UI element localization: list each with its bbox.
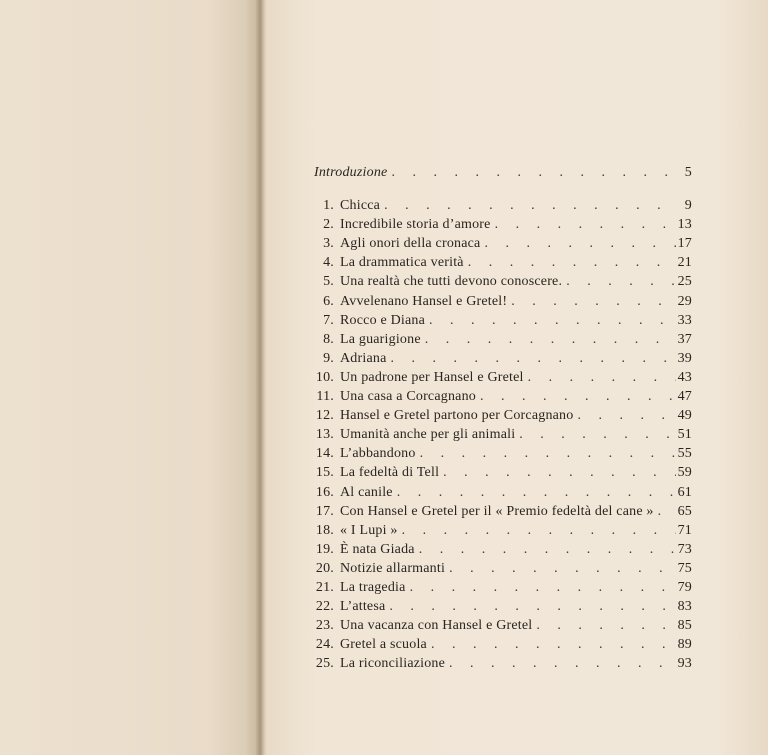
toc-entry-page: 5 (684, 165, 692, 180)
toc-entry-number: 5. (323, 274, 334, 290)
toc-entry-title: « I Lupi » (340, 522, 398, 538)
toc-entry-number: 7. (323, 312, 334, 328)
toc-entry-title: La tragedia (340, 579, 406, 595)
toc-entry-number: 22. (315, 599, 334, 615)
toc-entry-number: 12. (315, 408, 334, 424)
dot-leader (507, 292, 676, 311)
toc-entry (312, 368, 692, 387)
toc-entry (312, 292, 692, 311)
left-page (0, 0, 258, 755)
toc-entry-title: Una realtà che tutti devono conoscere. (340, 274, 563, 290)
toc-entry (312, 253, 692, 272)
toc-entry-title: È nata Giada (340, 541, 415, 557)
toc-entry-number: 8. (323, 331, 334, 347)
dot-leader (445, 559, 676, 578)
toc-entry (312, 521, 692, 540)
toc-entry-title: Introduzione (314, 165, 388, 180)
toc-entry (312, 578, 692, 597)
dot-leader (385, 597, 676, 616)
toc-entry-page: 85 (677, 618, 692, 634)
toc-entry (312, 635, 692, 654)
toc-entry-title: Una casa a Corcagnano (340, 389, 476, 405)
toc-entry-page: 51 (677, 427, 692, 443)
toc-entry-number: 21. (315, 579, 334, 595)
toc-entry-title: Adriana (340, 350, 387, 366)
toc-entry-number: 11. (316, 389, 334, 405)
toc-entry-title: Gretel a scuola (340, 637, 427, 653)
toc-entry-number: 3. (323, 236, 334, 252)
toc-entry-title: La fedeltà di Tell (340, 465, 440, 481)
toc-entry-number: 19. (315, 541, 334, 557)
toc-entry-page: 61 (677, 484, 692, 500)
toc-entry-page: 43 (677, 369, 692, 385)
toc-entry-list (312, 196, 692, 673)
toc-entry-title: Chicca (340, 198, 381, 214)
toc-entry (312, 311, 692, 330)
dot-leader (427, 635, 676, 654)
dot-leader (398, 521, 676, 540)
dot-leader (654, 502, 676, 521)
dot-leader (387, 349, 677, 368)
toc-entry-number: 24. (315, 637, 334, 653)
toc-entry (312, 215, 692, 234)
dot-leader (387, 163, 676, 182)
table-of-contents (312, 163, 692, 673)
toc-entry (312, 349, 692, 368)
toc-entry (312, 540, 692, 559)
toc-entry-number: 1. (323, 198, 334, 214)
toc-entry-number: 20. (315, 560, 334, 576)
toc-entry-number: 13. (315, 427, 334, 443)
toc-entry-page: 65 (677, 503, 692, 519)
toc-entry-introduction (312, 163, 692, 182)
toc-entry-page: 55 (677, 446, 692, 462)
dot-leader (480, 234, 676, 253)
toc-entry-number: 6. (323, 293, 334, 309)
dot-leader (491, 215, 676, 234)
toc-entry (312, 387, 692, 406)
toc-entry-title: Notizie allarmanti (340, 560, 446, 576)
toc-entry (312, 406, 692, 425)
toc-entry-page: 25 (677, 274, 692, 290)
toc-entry-page: 33 (677, 312, 692, 328)
toc-entry-title: Rocco e Diana (340, 312, 426, 328)
dot-leader (562, 272, 676, 291)
toc-entry-number: 9. (323, 350, 334, 366)
dot-leader (445, 654, 676, 673)
toc-entry-page: 29 (677, 293, 692, 309)
toc-entry-number: 10. (315, 369, 334, 385)
toc-entry-page: 21 (677, 255, 692, 271)
toc-entry-page: 71 (677, 522, 692, 538)
toc-entry-page: 93 (677, 656, 692, 672)
dot-leader (464, 253, 676, 272)
toc-entry-number: 16. (315, 484, 334, 500)
toc-entry-number: 17. (315, 503, 334, 519)
toc-entry-title: La riconciliazione (340, 656, 446, 672)
toc-entry-title: Un padrone per Hansel e Gretel (340, 369, 524, 385)
toc-entry-number: 15. (315, 465, 334, 481)
toc-entry-title: Umanità anche per gli animali (340, 427, 516, 443)
toc-entry-page: 73 (677, 541, 692, 557)
toc-entry (312, 425, 692, 444)
toc-entry-title: L’abbandono (340, 446, 416, 462)
toc-entry-number: 14. (315, 446, 334, 462)
toc-entry-title: Incredibile storia d’amore (340, 217, 491, 233)
toc-entry-page: 49 (677, 408, 692, 424)
dot-leader (515, 425, 676, 444)
dot-leader (439, 463, 676, 482)
toc-entry (312, 234, 692, 253)
dot-leader (524, 368, 676, 387)
dot-leader (425, 311, 676, 330)
dot-leader (380, 196, 676, 215)
dot-leader (476, 387, 676, 406)
toc-entry-page: 17 (677, 236, 692, 252)
toc-entry (312, 654, 692, 673)
toc-entry-page: 79 (677, 579, 692, 595)
toc-entry-title: L’attesa (340, 599, 386, 615)
dot-leader (421, 330, 676, 349)
toc-entry-title: La drammatica verità (340, 255, 464, 271)
toc-entry-page: 9 (684, 198, 692, 214)
toc-entry-page: 37 (677, 331, 692, 347)
toc-entry-title: Hansel e Gretel partono per Corcagnano (340, 408, 574, 424)
toc-entry (312, 616, 692, 635)
toc-entry-page: 13 (677, 217, 692, 233)
toc-entry-title: Avvelenano Hansel e Gretel! (340, 293, 508, 309)
toc-entry (312, 483, 692, 502)
toc-entry-number: 23. (315, 618, 334, 634)
toc-entry (312, 272, 692, 291)
toc-entry-title: Una vacanza con Hansel e Gretel (340, 618, 533, 634)
toc-entry-title: Al canile (340, 484, 393, 500)
toc-entry-page: 83 (677, 599, 692, 615)
toc-entry-title: La guarigione (340, 331, 421, 347)
toc-entry (312, 463, 692, 482)
dot-leader (573, 406, 676, 425)
toc-entry-page: 89 (677, 637, 692, 653)
toc-entry (312, 444, 692, 463)
toc-entry-number: 4. (323, 255, 334, 271)
dot-leader (406, 578, 676, 597)
toc-entry-number: 2. (323, 217, 334, 233)
toc-entry-title: Agli onori della cronaca (340, 236, 481, 252)
toc-entry-number: 18. (315, 522, 334, 538)
toc-entry (312, 196, 692, 215)
dot-leader (416, 444, 676, 463)
toc-entry-title: Con Hansel e Gretel per il « Premio fedeltà del cane » (340, 503, 654, 519)
toc-entry (312, 502, 692, 521)
dot-leader (532, 616, 676, 635)
toc-entry-page: 59 (677, 465, 692, 481)
toc-entry-page: 75 (677, 560, 692, 576)
toc-entry-number: 25. (315, 656, 334, 672)
toc-entry (312, 559, 692, 578)
toc-entry-page: 47 (677, 389, 692, 405)
toc-entry (312, 330, 692, 349)
dot-leader (393, 483, 676, 502)
toc-entry-page: 39 (677, 350, 692, 366)
toc-entry (312, 597, 692, 616)
dot-leader (415, 540, 676, 559)
